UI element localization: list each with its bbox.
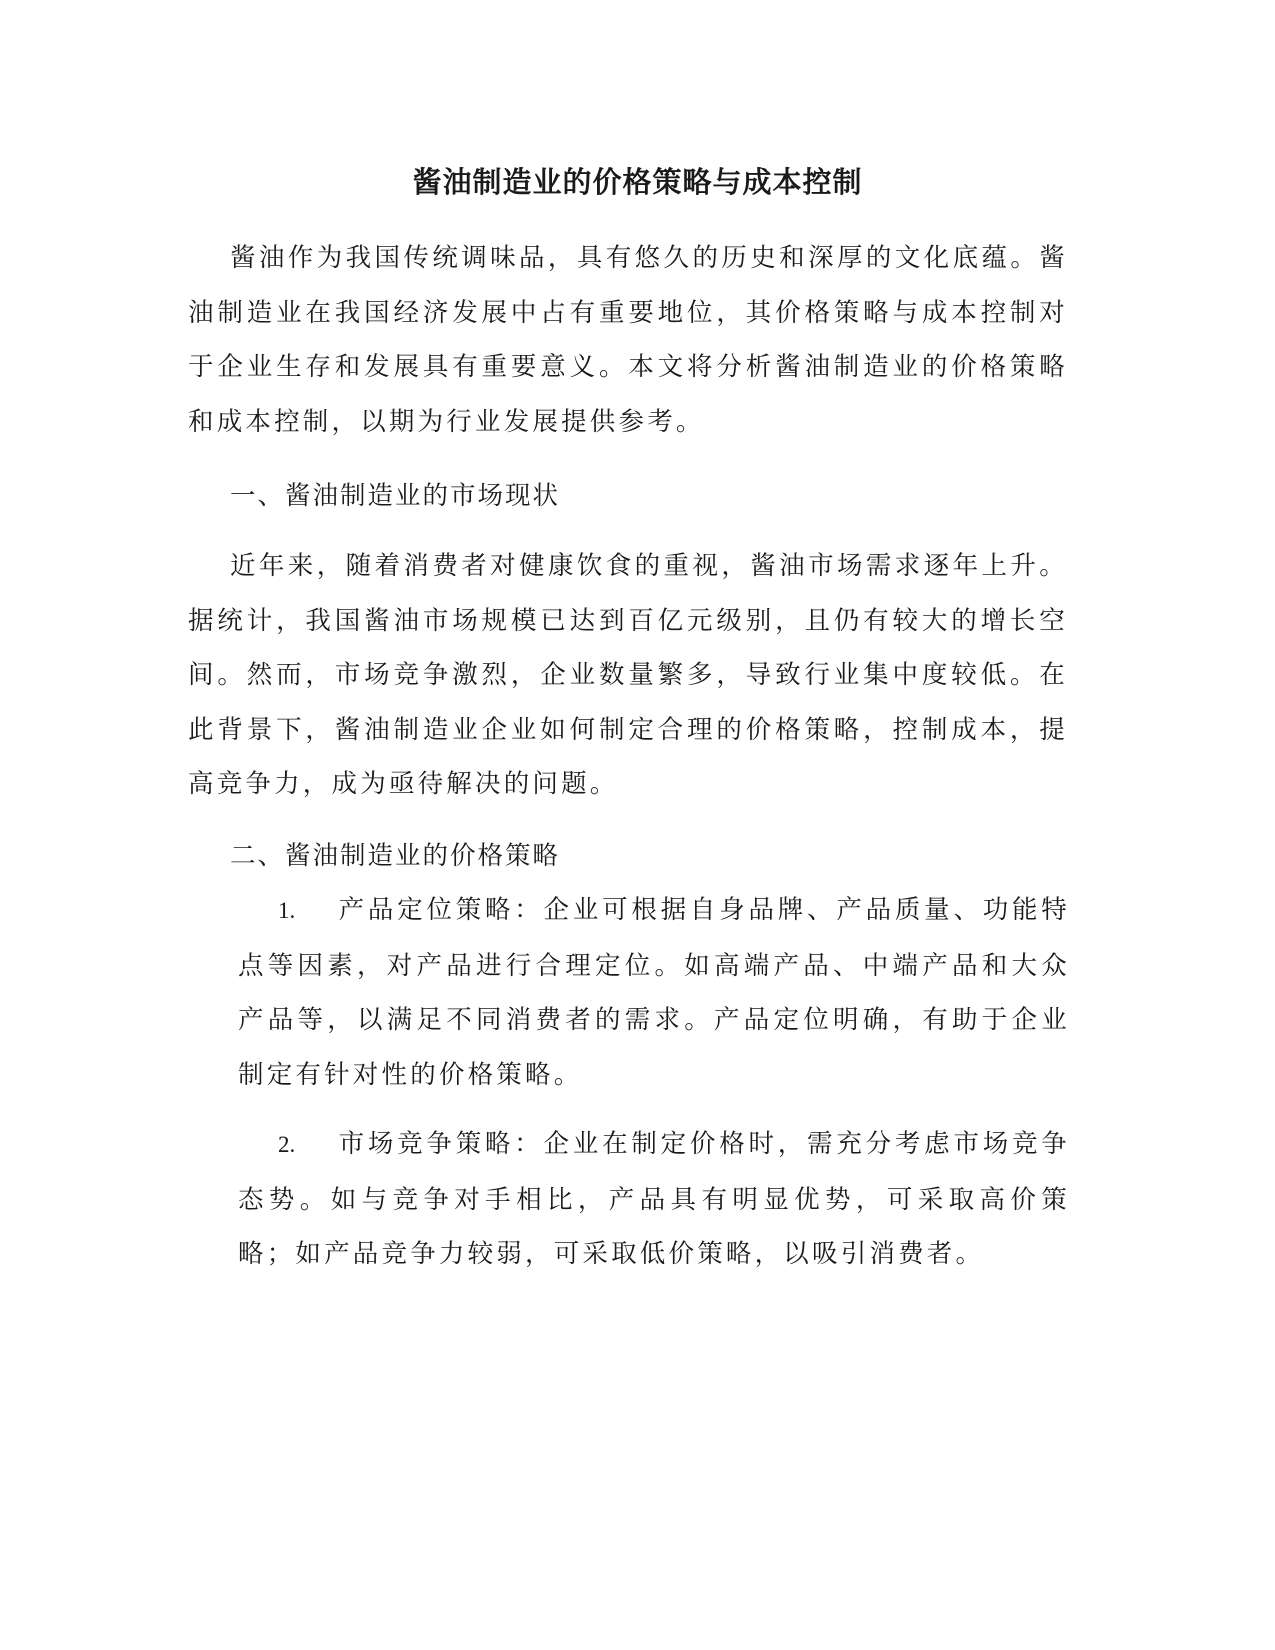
- list-item-2-number: 2.: [278, 1132, 296, 1157]
- list-item-1-text: 产品定位策略：企业可根据自身品牌、产品质量、功能特点等因素，对产品进行合理定位。如高端产品、中端产品和大众产品等，以满足不同消费者的需求。产品定位明确，有助于企业制定有针对性的价格策略。: [238, 895, 1070, 1090]
- section-1-heading: 一、酱油制造业的市场现状: [230, 481, 561, 511]
- section-1-paragraph: 近年来，随着消费者对健康饮食的重视，酱油市场需求逐年上升。据统计，我国酱油市场规模已达到百亿元级别，且仍有较大的增长空间。然而，市场竞争激烈，企业数量繁多，导致行业集中度较低。在此背景下，酱油制造业企业如何制定合理的价格策略，控制成本，提高竞争力，成为亟待解决的问题。: [188, 551, 1068, 799]
- intro-paragraph: 酱油作为我国传统调味品，具有悠久的历史和深厚的文化底蕴。酱油制造业在我国经济发展中占有重要地位，其价格策略与成本控制对于企业生存和发展具有重要意义。本文将分析酱油制造业的价格策略和成本控制，以期为行业发展提供参考。: [188, 243, 1068, 437]
- list-item-2-text: 市场竞争策略：企业在制定价格时，需充分考虑市场竞争态势。如与竞争对手相比，产品具有明显优势，可采取高价策略；如产品竞争力较弱，可采取低价策略，以吸引消费者。: [238, 1129, 1070, 1269]
- list-item-2: [238, 1117, 1070, 1282]
- list-item-1-number: 1.: [278, 898, 296, 923]
- document-title: 酱油制造业的价格策略与成本控制: [412, 165, 863, 199]
- list-item-1: [238, 883, 1070, 1102]
- section-2-heading: 二、酱油制造业的价格策略: [230, 841, 561, 871]
